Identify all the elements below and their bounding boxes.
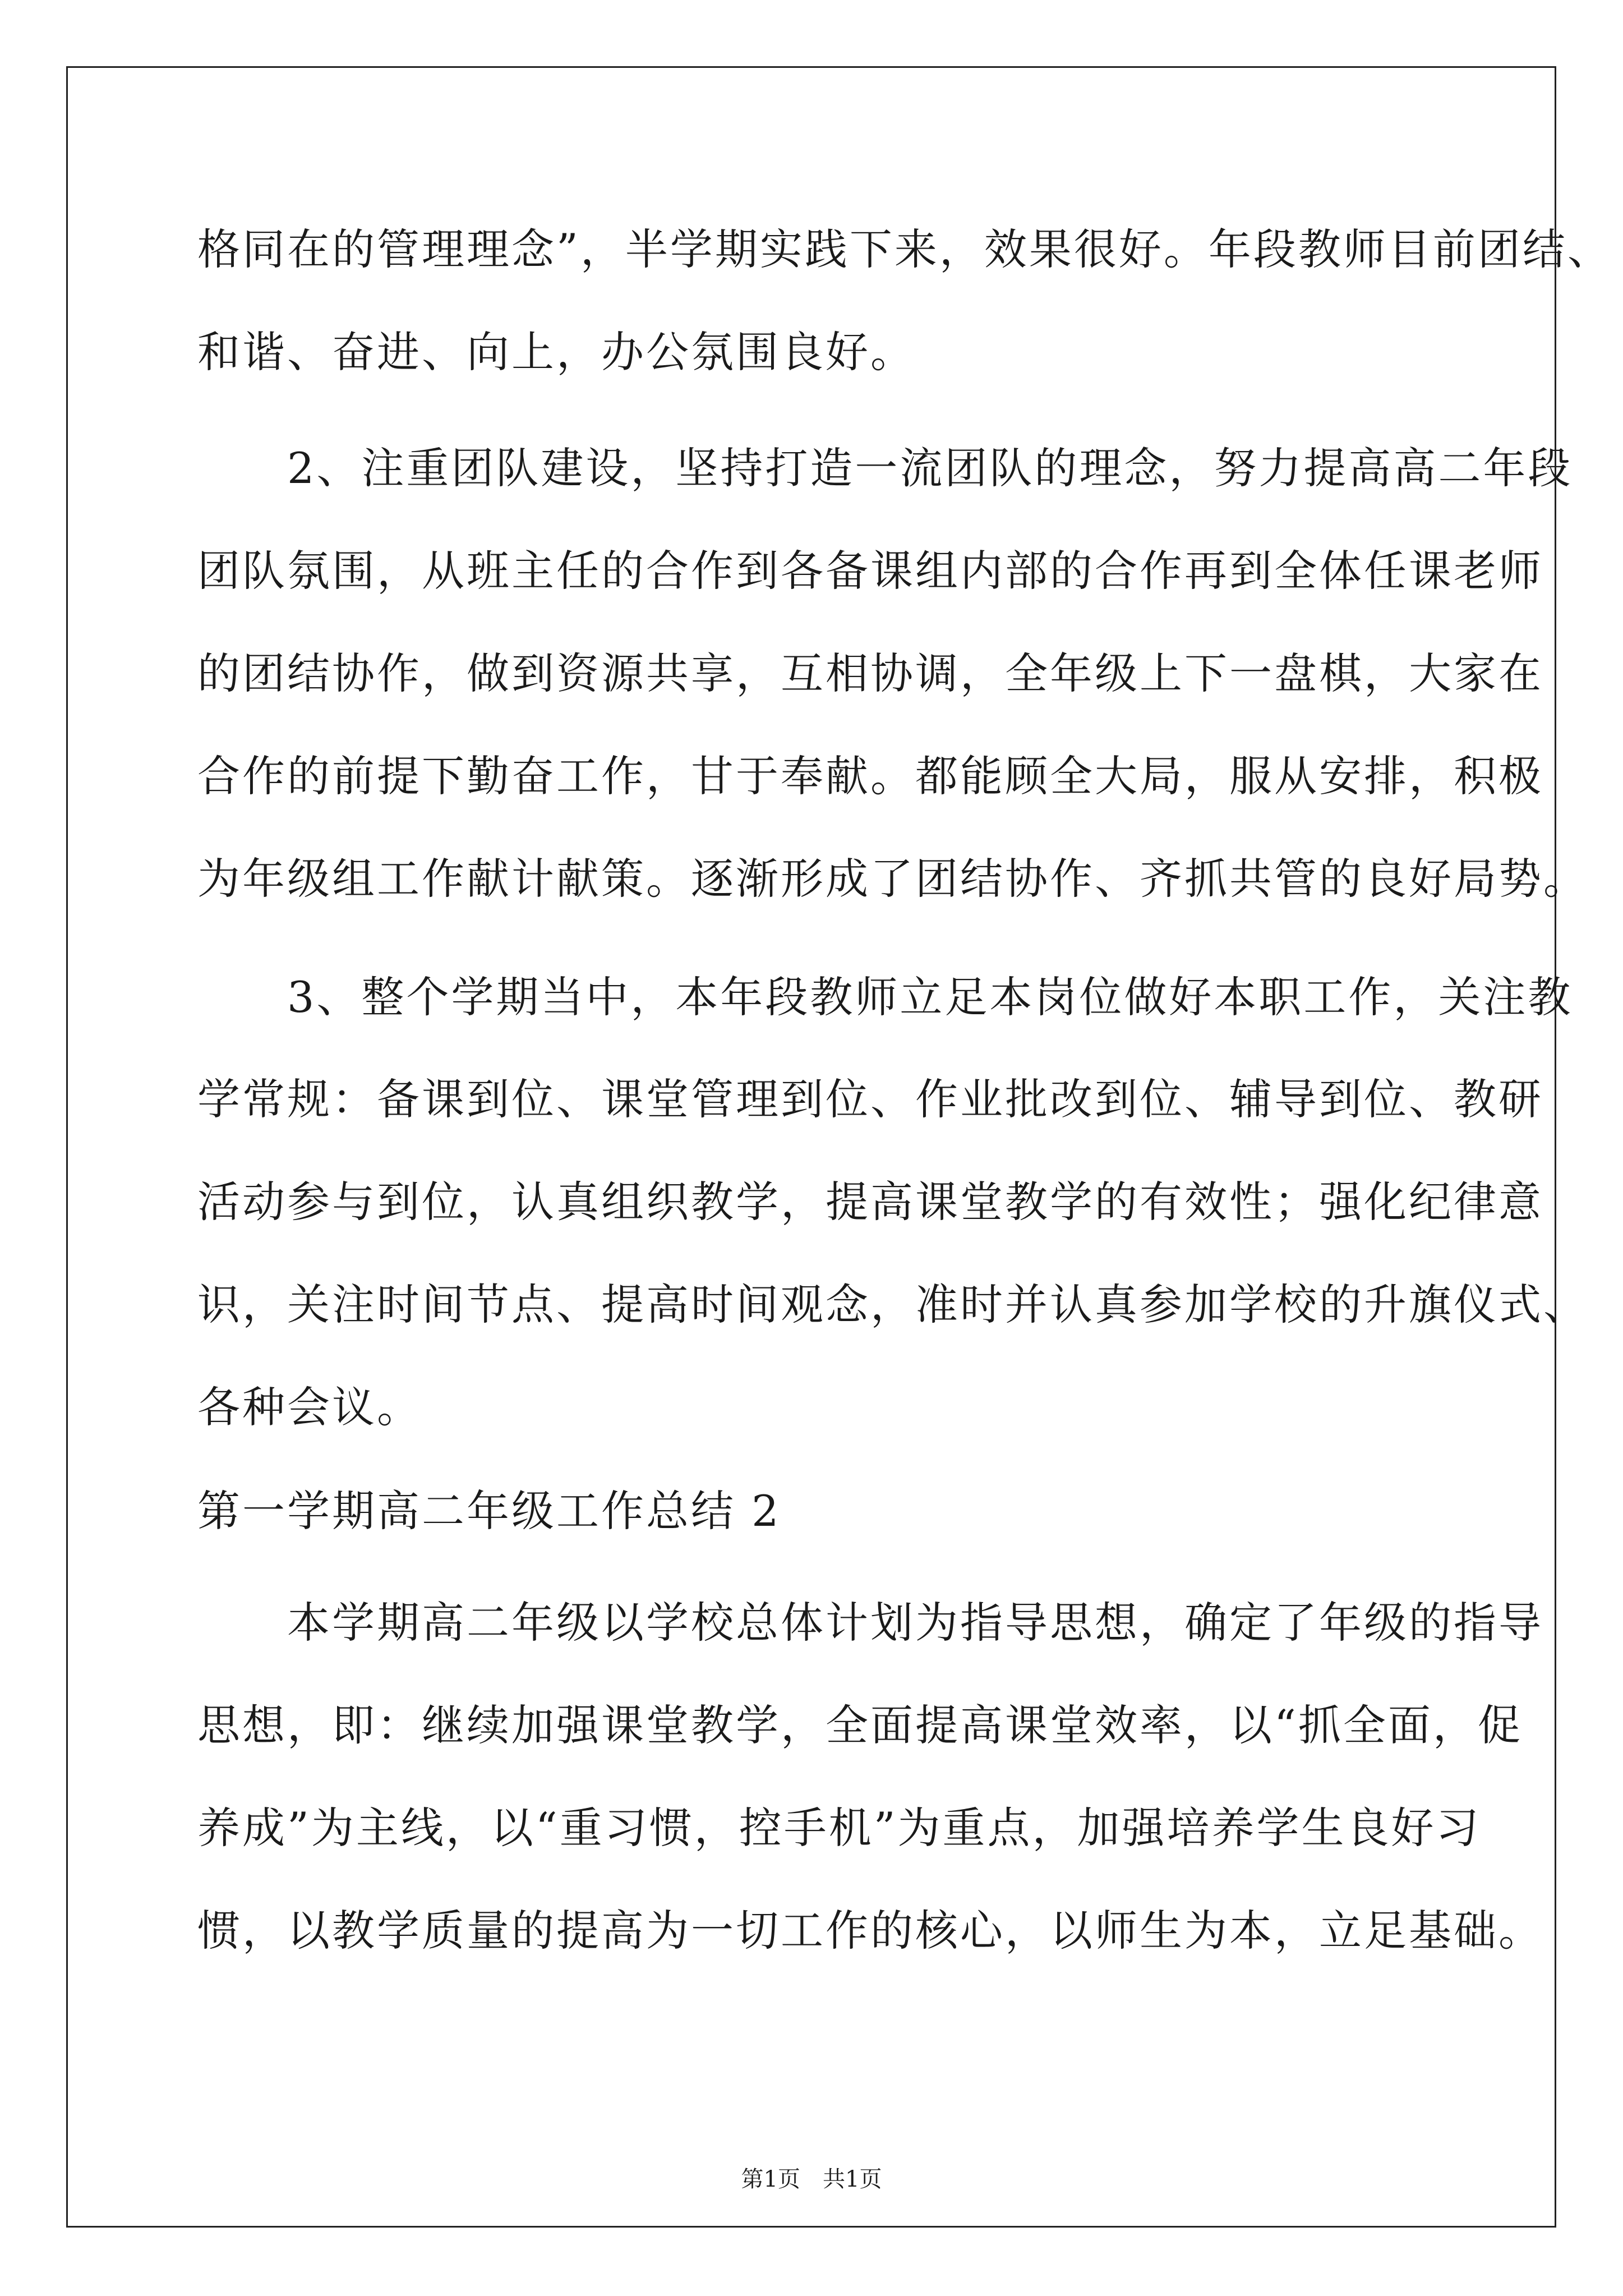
text-line: 3、整个学期当中，本年段教师立足本岗位做好本职工作，关注教	[197, 972, 1573, 1022]
text-line: 的团结协作，做到资源共享，互相协调，全年级上下一盘棋，大家在	[197, 648, 1543, 698]
text-line: 格同在的管理理念”，半学期实践下来，效果很好。年段教师目前团结、	[197, 224, 1612, 274]
text-line: 本学期高二年级以学校总体计划为指导思想，确定了年级的指导	[197, 1598, 1543, 1648]
text-line: 各种会议。	[197, 1382, 422, 1432]
text-line: 合作的前提下勤奋工作，甘于奉献。都能顾全大局，服从安排，积极	[197, 751, 1543, 801]
text-line: 识，关注时间节点、提高时间观念，准时并认真参加学校的升旗仪式、	[197, 1280, 1588, 1329]
text-line: 思想，即：继续加强课堂教学，全面提高课堂效率，以“抓全面，促	[197, 1700, 1523, 1750]
text-line: 团队氛围，从班主任的合作到各备课组内部的合作再到全体任课老师	[197, 546, 1543, 596]
text-line: 为年级组工作献计献策。逐渐形成了团结协作、齐抓共管的良好局势。	[197, 854, 1588, 904]
text-line: 活动参与到位，认真组织教学，提高课堂教学的有效性；强化纪律意	[197, 1177, 1543, 1227]
section-heading: 第一学期高二年级工作总结 2	[197, 1486, 781, 1536]
text-line: 2、注重团队建设，坚持打造一流团队的理念，努力提高高二年段	[197, 443, 1573, 493]
text-line: 养成”为主线，以“重习惯，控手机”为重点，加强培养学生良好习	[197, 1803, 1481, 1853]
text-line: 惯，以教学质量的提高为一切工作的核心，以师生为本，立足基础。	[197, 1906, 1543, 1955]
text-line: 学常规：备课到位、课堂管理到位、作业批改到位、辅导到位、教研	[197, 1074, 1543, 1124]
text-line: 和谐、奋进、向上，办公氛围良好。	[197, 327, 915, 377]
page-footer: 第1页 共1页	[741, 2166, 882, 2192]
